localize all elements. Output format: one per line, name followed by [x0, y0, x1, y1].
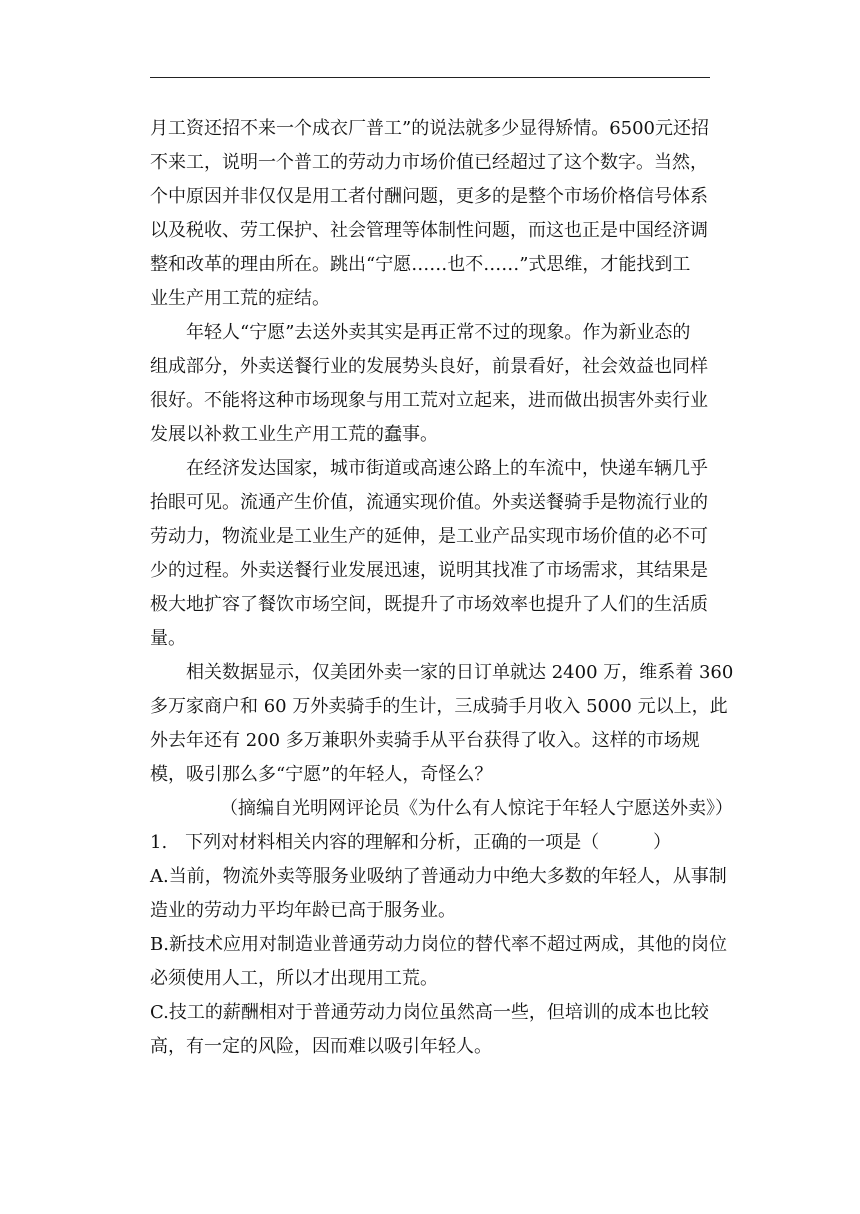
text-line: 整和改革的理由所在。跳出“宁愿……也不……”式思维，才能找到工 — [150, 254, 691, 275]
question-stem: 1. 下列对材料相关内容的理解和分析，正确的一项是（ ） — [150, 832, 672, 853]
text-line: 发展以补救工业生产用工荒的蠢事。 — [150, 424, 438, 445]
text-line: 极大地扩容了餐饮市场空间，既提升了市场效率也提升了人们的生活质 — [150, 594, 708, 615]
text-line: 组成部分，外卖送餐行业的发展势头良好，前景看好，社会效益也同样 — [150, 356, 708, 377]
header-rule — [150, 77, 710, 78]
text-line: 月工资还招不来一个成衣厂普工”的说法就多少显得矫情。6500元还招 — [150, 118, 710, 139]
option-a: A.当前，物流外卖等服务业吸纳了普通动力中绝大多数的年轻人，从事制 — [150, 866, 727, 887]
text-line: 以及税收、劳工保护、社会管理等体制性问题，而这也正是中国经济调 — [150, 220, 708, 241]
text-line: 少的过程。外卖送餐行业发展迅速，说明其找准了市场需求，其结果是 — [150, 560, 708, 581]
text-line: 多万家商户和 60 万外卖骑手的生计，三成骑手月收入 5000 元以上，此 — [150, 696, 728, 717]
text-line: 个中原因并非仅仅是用工者付酬问题，更多的是整个市场价格信号体系 — [150, 186, 708, 207]
text-line: 很好。不能将这种市场现象与用工荒对立起来，进而做出损害外卖行业 — [150, 390, 708, 411]
text-line: 劳动力，物流业是工业生产的延伸，是工业产品实现市场价值的必不可 — [150, 526, 708, 547]
option-b-continued: 必须使用人工，所以才出现用工荒。 — [150, 968, 438, 989]
text-line: 业生产用工荒的症结。 — [150, 288, 330, 309]
source-citation: （摘编自光明网评论员《为什么有人惊诧于年轻人宁愿送外卖》） — [220, 798, 733, 819]
text-line: 不来工，说明一个普工的劳动力市场价值已经超过了这个数字。当然， — [150, 152, 708, 173]
option-b: B.新技术应用对制造业普通劳动力岗位的替代率不超过两成，其他的岗位 — [150, 934, 727, 955]
option-a-continued: 造业的劳动力平均年龄已高于服务业。 — [150, 900, 456, 921]
text-line: 模，吸引那么多“宁愿”的年轻人，奇怪么？ — [150, 764, 493, 785]
text-line: 外去年还有 200 多万兼职外卖骑手从平台获得了收入。这样的市场规 — [150, 730, 700, 751]
document-body — [150, 112, 734, 1064]
paragraph-start: 相关数据显示，仅美团外卖一家的日订单就达 2400 万，维系着 360 — [186, 662, 734, 683]
option-c: C.技工的薪酬相对于普通劳动力岗位虽然高一些，但培训的成本也比较 — [150, 1002, 709, 1023]
text-line: 抬眼可见。流通产生价值，流通实现价值。外卖送餐骑手是物流行业的 — [150, 492, 708, 513]
option-c-continued: 高，有一定的风险，因而难以吸引年轻人。 — [150, 1036, 492, 1057]
paragraph-start: 年轻人“宁愿”去送外卖其实是再正常不过的现象。作为新业态的 — [186, 322, 691, 343]
paragraph-start: 在经济发达国家，城市街道或高速公路上的车流中，快递车辆几乎 — [186, 458, 708, 479]
text-line: 量。 — [150, 628, 186, 649]
